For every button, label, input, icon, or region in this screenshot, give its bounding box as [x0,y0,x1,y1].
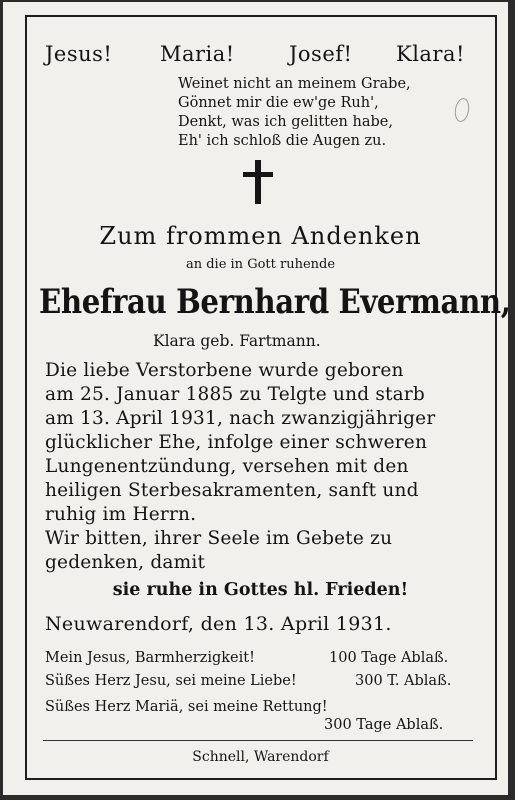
header-name-klara: Klara! [396,42,465,66]
prayer-text: Süßes Herz Mariä, sei meine Rettung! [45,699,328,715]
header-name-jesus: Jesus! [45,42,113,66]
memory-subheading: an die in Gott ruhende [185,257,336,272]
biography-line: glücklicher Ehe, infolge einer schweren [45,432,428,453]
header-name-josef: Josef! [289,42,353,66]
maiden-name: Klara geb. Fartmann. [153,332,321,350]
biography-line: Lungenentzündung, versehen mit den [45,456,409,477]
biography-line: Wir bitten, ihrer Seele im Gebete zu [45,528,393,549]
memory-heading: Zum frommen Andenken [99,222,422,250]
printer-credit: Schnell, Warendorf [192,749,329,765]
header-name-maria: Maria! [160,42,235,66]
rest-in-peace-line: sie ruhe in Gottes hl. Frieden! [112,580,409,600]
biography-line: gedenken, damit [45,552,206,573]
cross-icon [243,160,273,204]
prayer-indulgence: 300 T. Ablaß. [355,673,452,689]
deceased-name: Ehefrau Bernhard Evermann, [39,282,511,322]
verse-line: Eh' ich schloß die Augen zu. [178,133,387,149]
biography-line: am 25. Januar 1885 zu Telgte und starb [45,384,425,405]
prayer-indulgence: 300 Tage Ablaß. [324,717,444,733]
prayer-text: Süßes Herz Jesu, sei meine Liebe! [45,673,297,689]
verse-line: Denkt, was ich gelitten habe, [178,114,393,130]
divider [43,740,473,741]
verse-line: Gönnet mir die ew'ge Ruh', [178,95,379,111]
prayer-text: Mein Jesus, Barmherzigkeit! [45,650,255,666]
biography-line: ruhig im Herrn. [45,504,197,525]
memorial-card [3,2,511,795]
biography-line: am 13. April 1931, nach zwanzigjähriger [45,408,436,429]
verse-line: Weinet nicht an meinem Grabe, [178,76,411,92]
place-and-date: Neuwarendorf, den 13. April 1931. [45,613,392,635]
biography-line: heiligen Sterbesakramenten, sanft und [45,480,419,501]
prayer-indulgence: 100 Tage Ablaß. [329,650,449,666]
biography-line: Die liebe Verstorbene wurde geboren [45,360,404,381]
